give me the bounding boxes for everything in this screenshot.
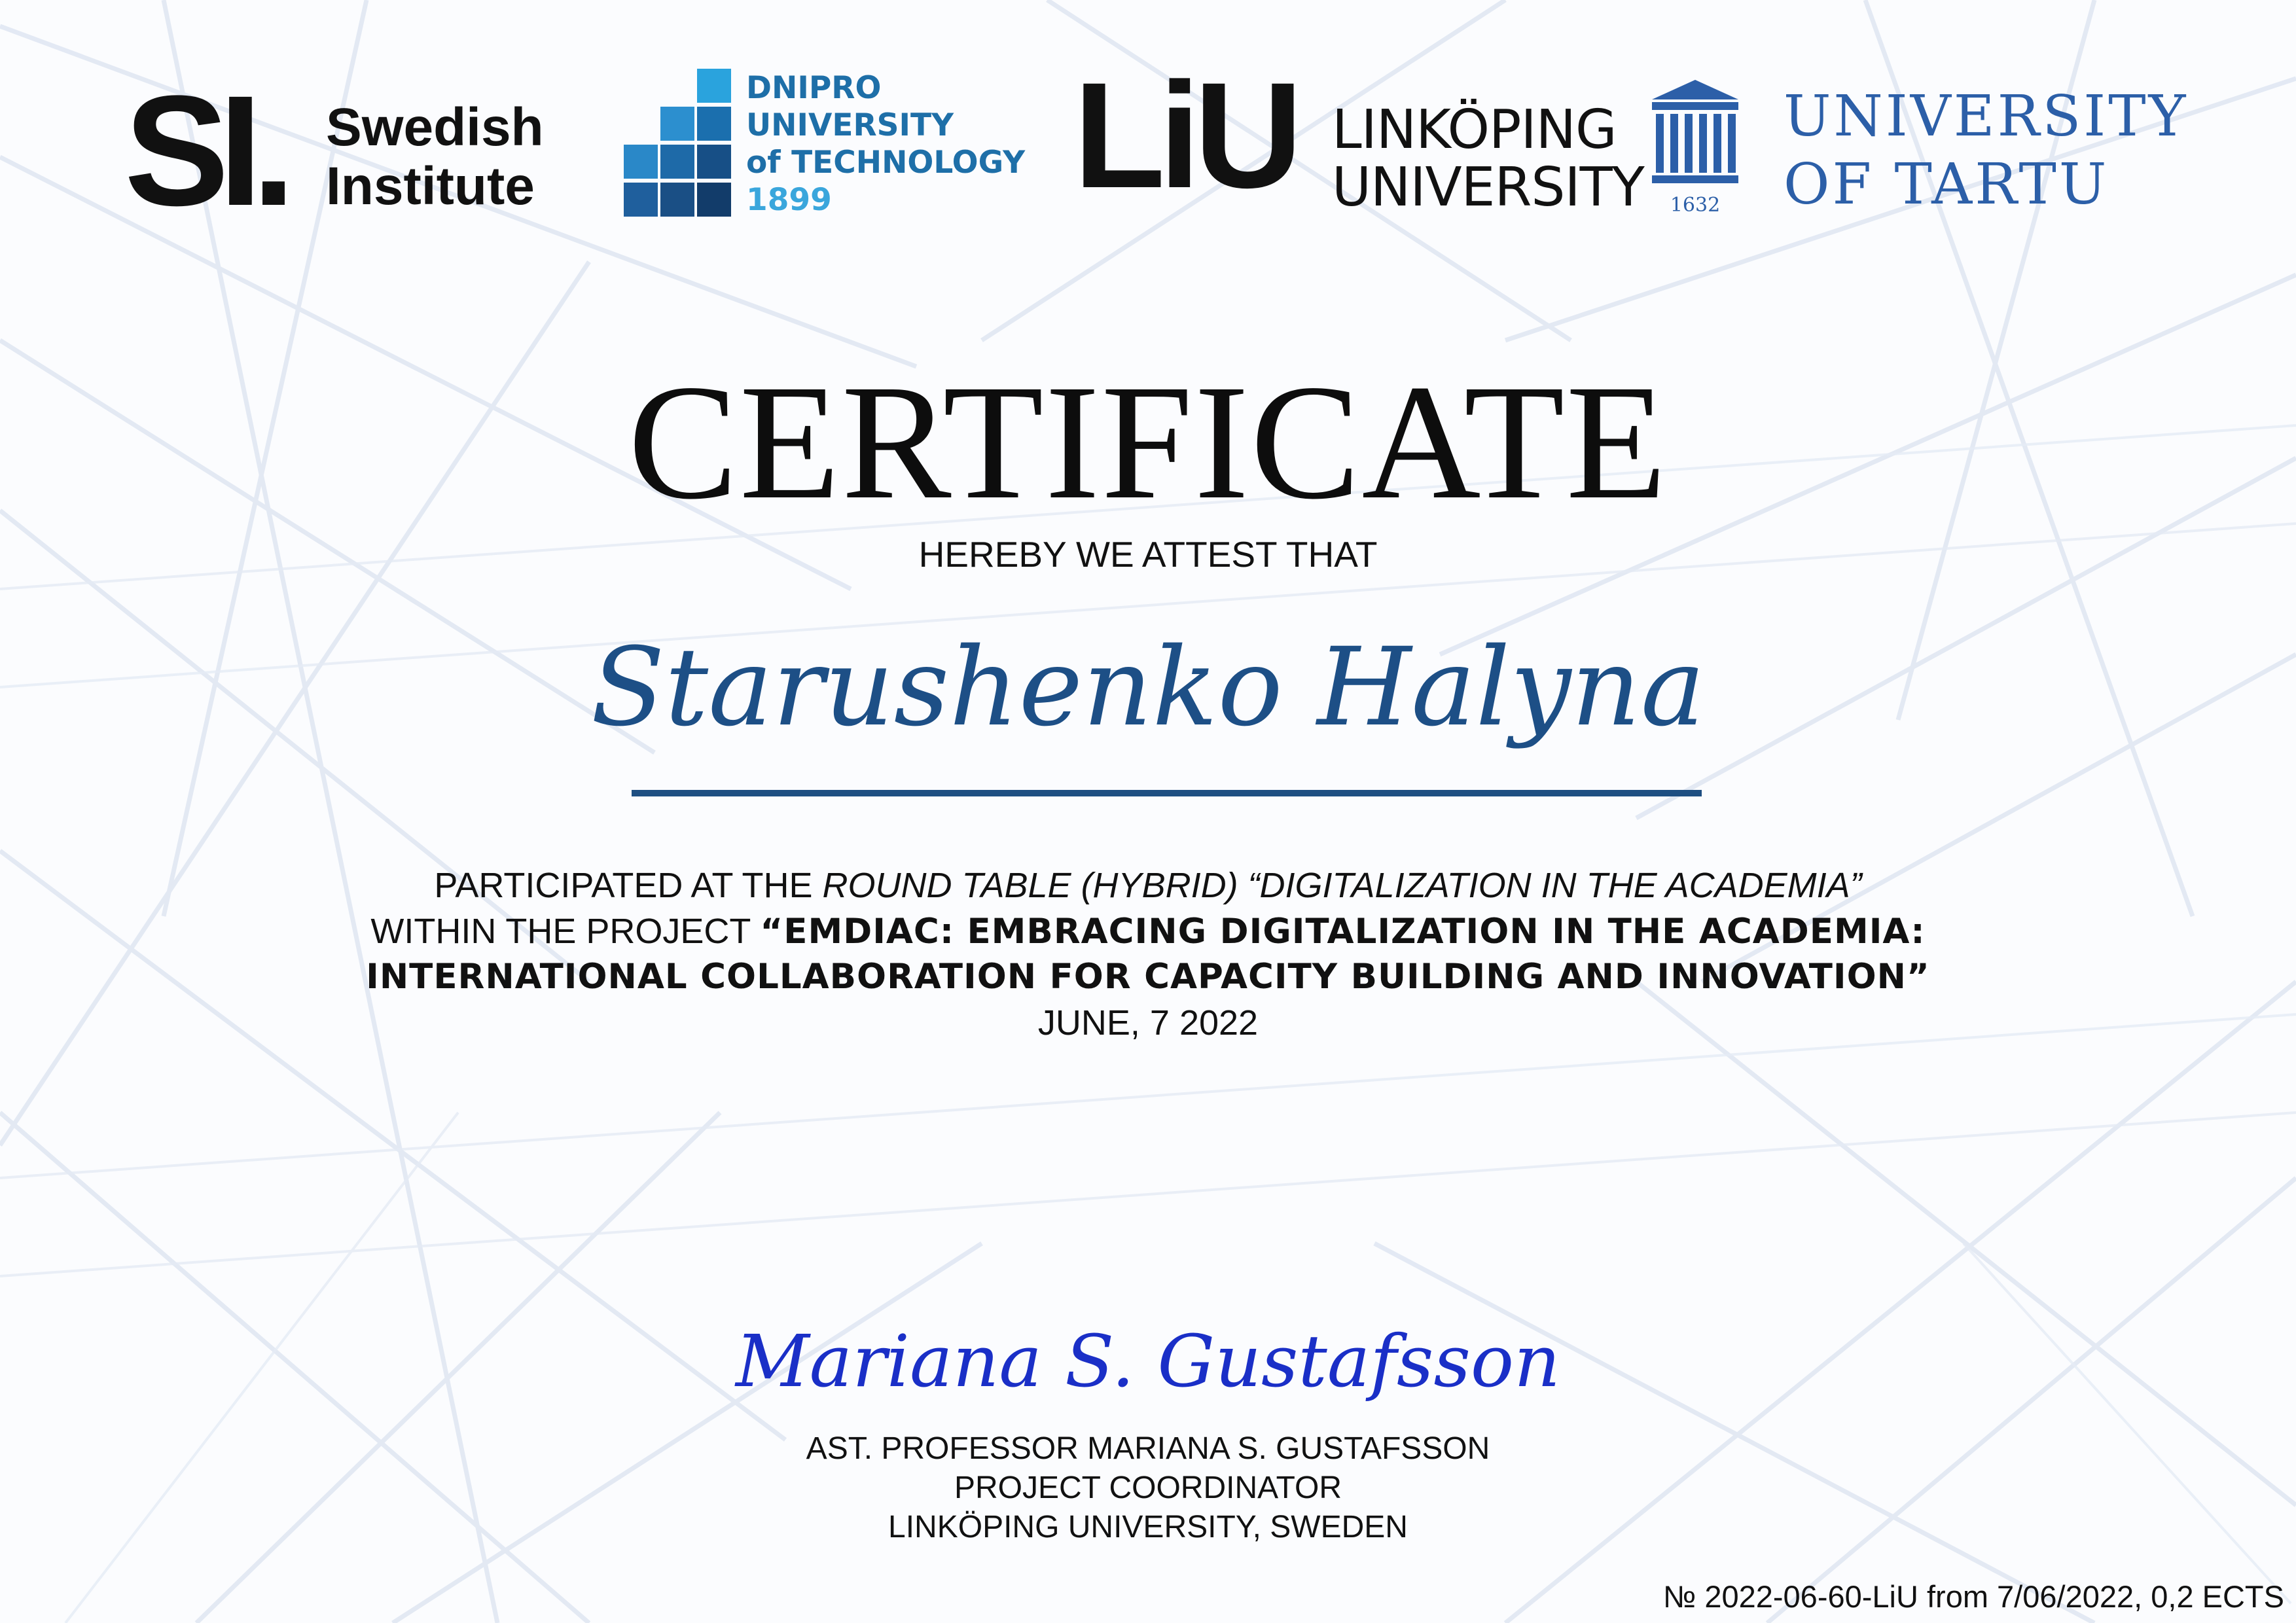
si-text-line-2: Institute bbox=[326, 156, 535, 216]
event-title: ROUND TABLE (HYBRID) “DIGITALIZATION IN THE ACADEMIA” bbox=[822, 866, 1862, 905]
liu-text-line-1: LINKÖPING bbox=[1332, 99, 1617, 161]
liu-mark-text: LiU bbox=[1073, 51, 1297, 219]
dnipro-text-line-2: UNIVERSITY bbox=[746, 107, 954, 143]
swedish-institute-logo-mark bbox=[124, 63, 301, 238]
university-of-tartu-building-icon bbox=[1649, 77, 1741, 218]
linkoping-university-logo-mark bbox=[1073, 51, 1312, 219]
project-title-part-1: “EMDIAC: EMBRACING DIGITALIZATION IN THE ACADEMIA: bbox=[760, 912, 1926, 952]
certificate-title: CERTIFICATE bbox=[628, 350, 1668, 533]
signatory-role: PROJECT COORDINATOR bbox=[954, 1471, 1342, 1505]
event-date: JUNE, 7 2022 bbox=[1037, 1003, 1259, 1043]
dnipro-university-logo-mark bbox=[619, 69, 734, 219]
handwritten-signature: Mariana S. Gustafsson bbox=[736, 1319, 1560, 1403]
university-of-tartu-logo-text bbox=[1784, 82, 2188, 219]
tartu-text-line-2: OF TARTU bbox=[1784, 152, 2109, 217]
swedish-institute-logo-text bbox=[326, 98, 544, 216]
signatory-organization: LINKÖPING UNIVERSITY, SWEDEN bbox=[888, 1510, 1408, 1544]
tartu-text-line-1: UNIVERSITY bbox=[1784, 84, 2189, 149]
linkoping-university-logo-text bbox=[1332, 101, 1644, 217]
si-mark-text: SI. bbox=[124, 63, 285, 238]
dnipro-university-logo-text bbox=[746, 69, 1025, 219]
attest-line: HEREBY WE ATTEST THAT bbox=[918, 534, 1378, 575]
project-prefix: WITHIN THE PROJECT bbox=[370, 912, 761, 951]
certificate-number: № 2022-06-60-LiU from 7/06/2022, 0,2 ECTS bbox=[1662, 1579, 2284, 1614]
signatory-name: AST. PROFESSOR MARIANA S. GUSTAFSSON bbox=[806, 1431, 1490, 1466]
recipient-name-underline bbox=[632, 790, 1702, 796]
liu-text-line-2: UNIVERSITY bbox=[1332, 156, 1644, 219]
recipient-name: Starushenko Halyna bbox=[590, 624, 1706, 750]
participation-line bbox=[0, 863, 2296, 908]
tartu-year-label: 1632 bbox=[1670, 194, 1721, 217]
project-line-1 bbox=[0, 908, 2296, 955]
participation-prefix: PARTICIPATED AT THE bbox=[434, 866, 823, 905]
dnipro-text-line-1: DNIPRO bbox=[746, 70, 882, 106]
si-text-line-1: Swedish bbox=[326, 98, 544, 157]
dnipro-text-line-3: of TECHNOLOGY bbox=[746, 145, 1026, 181]
project-title-part-2: INTERNATIONAL COLLABORATION FOR CAPACITY BUILDING AND INNOVATION” bbox=[366, 957, 1930, 997]
dnipro-text-year: 1899 bbox=[746, 182, 832, 218]
